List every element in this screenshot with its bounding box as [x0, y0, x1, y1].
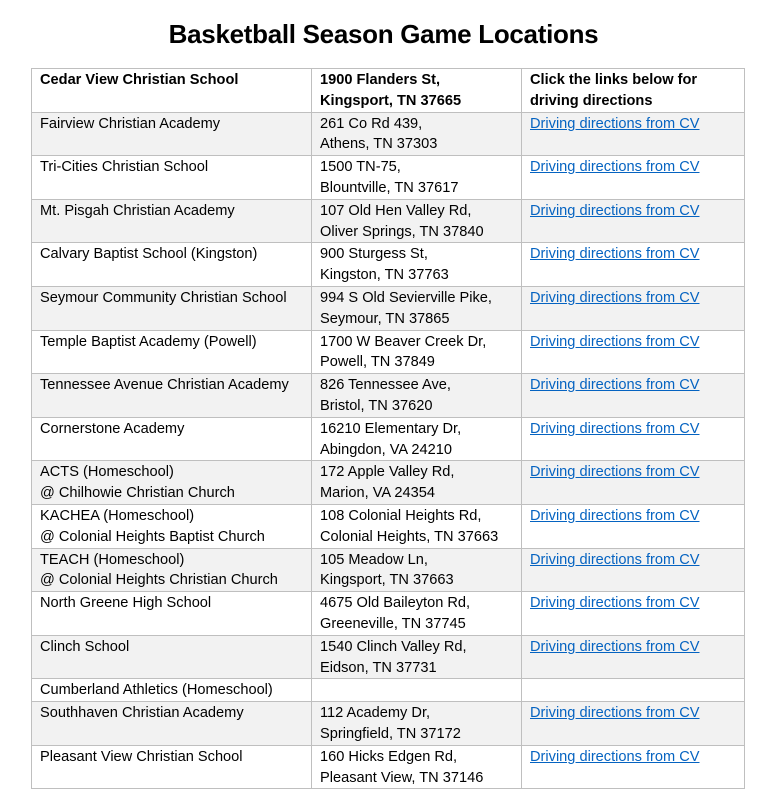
directions-cell — [522, 635, 745, 679]
table-row — [32, 635, 745, 679]
address-street: 4675 Old Baileyton Rd, — [320, 595, 471, 612]
table-row — [32, 417, 745, 461]
address-cell — [312, 745, 522, 789]
school-venue — [40, 309, 303, 330]
directions-cell — [522, 702, 745, 746]
school-venue — [40, 352, 303, 373]
driving-directions-link[interactable]: Driving directions from CV — [530, 420, 700, 437]
school-cell — [32, 679, 312, 702]
school-name: Seymour Community Christian School — [40, 289, 287, 306]
driving-directions-link[interactable]: Driving directions from CV — [530, 159, 700, 176]
driving-directions-link[interactable]: Driving directions from CV — [530, 507, 700, 524]
address-city: Powell, TN 37849 — [320, 354, 435, 371]
school-name: KACHEA (Homeschool) — [40, 507, 195, 524]
driving-directions-link[interactable]: Driving directions from CV — [530, 289, 700, 306]
table-row — [32, 112, 745, 156]
school-venue — [40, 134, 303, 155]
directions-cell — [522, 679, 745, 702]
address-street: 160 Hicks Edgen Rd, — [320, 748, 458, 765]
driving-directions-link[interactable]: Driving directions from CV — [530, 115, 700, 132]
address-street: 16210 Elementary Dr, — [320, 420, 462, 437]
directions-cell — [522, 461, 745, 505]
school-venue: @ Chilhowie Christian Church — [40, 485, 235, 502]
school-cell — [32, 592, 312, 636]
table-row — [32, 548, 745, 592]
driving-directions-link[interactable]: Driving directions from CV — [530, 464, 700, 481]
address-cell — [312, 112, 522, 156]
address-cell — [312, 548, 522, 592]
table-row — [32, 156, 745, 200]
address-city: Athens, TN 37303 — [320, 136, 438, 153]
school-venue — [40, 222, 303, 243]
directions-cell — [522, 112, 745, 156]
address-city: Colonial Heights, TN 37663 — [320, 528, 499, 545]
school-cell — [32, 745, 312, 789]
driving-directions-link[interactable]: Driving directions from CV — [530, 246, 700, 263]
driving-directions-link[interactable]: Driving directions from CV — [530, 202, 700, 219]
address-street: 1540 Clinch Valley Rd, — [320, 638, 467, 655]
directions-cell — [522, 417, 745, 461]
address-city: Pleasant View, TN 37146 — [320, 769, 484, 786]
address-city: Marion, VA 24354 — [320, 485, 435, 502]
driving-directions-link[interactable]: Driving directions from CV — [530, 551, 700, 568]
directions-cell — [522, 592, 745, 636]
school-venue — [40, 658, 303, 679]
address-cell — [312, 156, 522, 200]
school-name: Clinch School — [40, 638, 130, 655]
school-name: Southhaven Christian Academy — [40, 705, 244, 722]
school-cell — [32, 286, 312, 330]
address-cell — [312, 461, 522, 505]
school-cell — [32, 417, 312, 461]
table-row — [32, 745, 745, 789]
address-cell — [312, 504, 522, 548]
school-venue: @ Colonial Heights Baptist Church — [40, 528, 265, 545]
header-address-line1: 1900 Flanders St, — [320, 72, 441, 88]
address-street: 1500 TN-75, — [320, 159, 401, 176]
driving-directions-link[interactable]: Driving directions from CV — [530, 333, 700, 350]
header-address-cell — [312, 69, 522, 113]
address-street: 112 Academy Dr, — [320, 705, 431, 722]
directions-cell — [522, 330, 745, 374]
address-cell — [312, 199, 522, 243]
address-city: Blountville, TN 37617 — [320, 179, 459, 196]
header-school: Cedar View Christian School — [40, 72, 239, 88]
school-cell — [32, 461, 312, 505]
address-cell — [312, 635, 522, 679]
school-name: Cumberland Athletics (Homeschool) — [40, 682, 273, 699]
header-links-line2: driving directions — [530, 92, 653, 109]
directions-cell — [522, 243, 745, 287]
address-cell — [312, 702, 522, 746]
address-cell — [312, 417, 522, 461]
directions-cell — [522, 199, 745, 243]
school-cell — [32, 243, 312, 287]
directions-cell — [522, 548, 745, 592]
school-name: ACTS (Homeschool) — [40, 464, 174, 481]
address-cell — [312, 374, 522, 418]
school-name: TEACH (Homeschool) — [40, 551, 185, 568]
directions-cell — [522, 374, 745, 418]
school-cell — [32, 199, 312, 243]
table-row — [32, 461, 745, 505]
address-cell — [312, 679, 522, 702]
school-name: Pleasant View Christian School — [40, 748, 243, 765]
header-links-line1: Click the links below for — [530, 72, 698, 88]
school-name: Tennessee Avenue Christian Academy — [40, 377, 289, 394]
driving-directions-link[interactable]: Driving directions from CV — [530, 705, 700, 722]
address-cell — [312, 592, 522, 636]
directions-cell — [522, 286, 745, 330]
school-name: Tri-Cities Christian School — [40, 159, 209, 176]
address-city: Seymour, TN 37865 — [320, 310, 450, 327]
school-cell — [32, 330, 312, 374]
school-venue — [40, 440, 303, 461]
address-street: 108 Colonial Heights Rd, — [320, 507, 482, 524]
school-name: Cornerstone Academy — [40, 420, 185, 437]
table-row — [32, 702, 745, 746]
table-row — [32, 330, 745, 374]
school-cell — [32, 635, 312, 679]
locations-table — [31, 68, 745, 789]
driving-directions-link[interactable]: Driving directions from CV — [530, 748, 700, 765]
address-cell — [312, 286, 522, 330]
school-cell — [32, 504, 312, 548]
table-row — [32, 504, 745, 548]
school-venue — [40, 614, 303, 635]
address-street: 826 Tennessee Ave, — [320, 377, 451, 394]
driving-directions-link[interactable]: Driving directions from CV — [530, 595, 700, 612]
table-header-row — [32, 69, 745, 113]
school-cell — [32, 374, 312, 418]
header-school-cell — [32, 69, 312, 113]
school-cell — [32, 702, 312, 746]
address-city: Kingston, TN 37763 — [320, 267, 449, 284]
school-cell — [32, 548, 312, 592]
school-venue — [40, 178, 303, 199]
table-row — [32, 243, 745, 287]
school-venue: @ Colonial Heights Christian Church — [40, 572, 278, 589]
table-row — [32, 286, 745, 330]
address-city: Kingsport, TN 37663 — [320, 572, 454, 589]
school-name: North Greene High School — [40, 595, 212, 612]
header-address-line2: Kingsport, TN 37665 — [320, 92, 462, 109]
address-city: Oliver Springs, TN 37840 — [320, 223, 484, 240]
directions-cell — [522, 156, 745, 200]
address-street: 105 Meadow Ln, — [320, 551, 428, 568]
address-city: Abingdon, VA 24210 — [320, 441, 452, 458]
school-name: Mt. Pisgah Christian Academy — [40, 202, 235, 219]
school-name: Fairview Christian Academy — [40, 115, 221, 132]
driving-directions-link[interactable]: Driving directions from CV — [530, 377, 700, 394]
address-street: 172 Apple Valley Rd, — [320, 464, 455, 481]
address-city: Greeneville, TN 37745 — [320, 615, 466, 632]
address-cell — [312, 330, 522, 374]
directions-cell — [522, 504, 745, 548]
school-venue — [40, 768, 303, 789]
page-title: Basketball Season Game Locations — [168, 19, 599, 49]
address-cell — [312, 243, 522, 287]
table-row — [32, 592, 745, 636]
address-city: Eidson, TN 37731 — [320, 659, 437, 676]
address-city: Bristol, TN 37620 — [320, 397, 433, 414]
school-venue — [40, 396, 303, 417]
header-links-cell — [522, 69, 745, 113]
table-row — [32, 374, 745, 418]
address-city: Springfield, TN 37172 — [320, 725, 461, 742]
table-row — [32, 199, 745, 243]
school-name: Calvary Baptist School (Kingston) — [40, 246, 258, 263]
address-street: 1700 W Beaver Creek Dr, — [320, 333, 487, 350]
directions-cell — [522, 745, 745, 789]
school-cell — [32, 156, 312, 200]
address-street: 107 Old Hen Valley Rd, — [320, 202, 472, 219]
school-venue — [40, 724, 303, 745]
driving-directions-link[interactable]: Driving directions from CV — [530, 638, 700, 655]
table-row — [32, 679, 745, 702]
address-street: 261 Co Rd 439, — [320, 115, 423, 132]
school-name: Temple Baptist Academy (Powell) — [40, 333, 257, 350]
address-street: 900 Sturgess St, — [320, 246, 428, 263]
school-venue — [40, 265, 303, 286]
address-street: 994 S Old Sevierville Pike, — [320, 289, 492, 306]
school-cell — [32, 112, 312, 156]
